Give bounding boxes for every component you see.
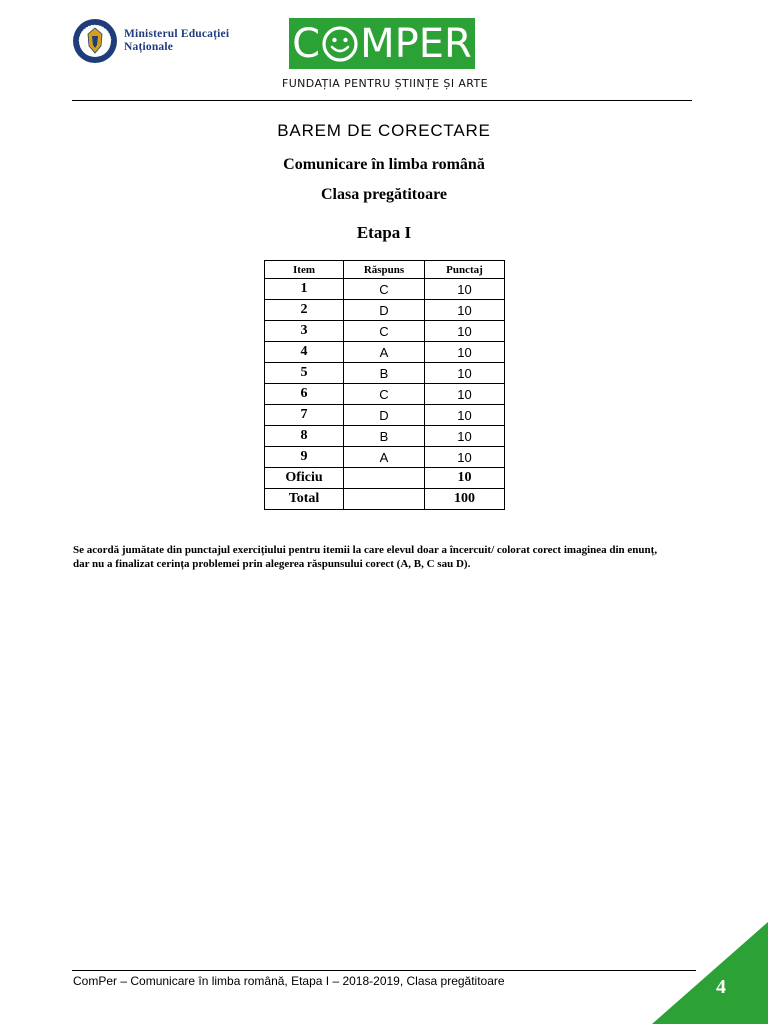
header-points: Punctaj <box>425 261 505 279</box>
item-number: 7 <box>265 405 344 426</box>
item-answer: B <box>344 363 425 384</box>
footer-divider <box>72 970 696 971</box>
table-row <box>265 300 505 321</box>
item-answer: C <box>344 384 425 405</box>
item-number: 3 <box>265 321 344 342</box>
item-points: 10 <box>425 300 505 321</box>
table-row <box>265 321 505 342</box>
item-points: 10 <box>425 405 505 426</box>
ministry-logo <box>72 16 247 66</box>
oficiu-points: 10 <box>425 468 505 489</box>
item-answer: D <box>344 405 425 426</box>
smiley-face-icon <box>321 25 359 63</box>
oficiu-answer-empty <box>344 468 425 489</box>
item-number: 5 <box>265 363 344 384</box>
item-number: 6 <box>265 384 344 405</box>
brand-letter-c: C <box>292 20 321 67</box>
item-points: 10 <box>425 342 505 363</box>
foundation-name: FUNDAȚIA PENTRU ȘTIINȚE ȘI ARTE <box>281 77 488 90</box>
stage-title: Etapa I <box>356 223 412 242</box>
page-number: 4 <box>716 976 726 998</box>
item-answer: A <box>344 447 425 468</box>
table-row <box>265 426 505 447</box>
item-number: 9 <box>265 447 344 468</box>
item-number: 8 <box>265 426 344 447</box>
item-answer: C <box>344 279 425 300</box>
table-row <box>265 342 505 363</box>
class-title: Clasa pregătitoare <box>320 186 448 203</box>
total-label: Total <box>265 489 344 510</box>
brand-letters-mper: MPER <box>360 20 472 67</box>
oficiu-label: Oficiu <box>265 468 344 489</box>
header-divider <box>72 100 692 101</box>
item-points: 10 <box>425 321 505 342</box>
table-header-row <box>265 261 505 279</box>
comper-logo <box>289 18 475 69</box>
table-row <box>265 447 505 468</box>
page-corner-triangle <box>652 922 768 1024</box>
table-row <box>265 405 505 426</box>
item-points: 10 <box>425 279 505 300</box>
item-points: 10 <box>425 426 505 447</box>
item-number: 2 <box>265 300 344 321</box>
item-points: 10 <box>425 447 505 468</box>
ministry-seal-icon <box>72 18 118 64</box>
subject-title: Comunicare în limba română <box>283 156 485 173</box>
total-points: 100 <box>425 489 505 510</box>
ministry-name-line1: Ministerul Educației <box>124 28 230 40</box>
item-points: 10 <box>425 384 505 405</box>
grading-note: Se acordă jumătate din punctajul exercițiului pentru itemii la care elevul doar a încercuit/ colorat corect imaginea din enunț, dar nu a finalizat cerința problemei prin alegerea răspunsului corect (A, B, C sau D). <box>73 544 658 570</box>
document-title: BAREM DE CORECTARE <box>277 121 491 140</box>
table-row <box>265 279 505 300</box>
oficiu-row <box>265 468 505 489</box>
table-row <box>265 384 505 405</box>
item-number: 4 <box>265 342 344 363</box>
item-points: 10 <box>425 363 505 384</box>
total-answer-empty <box>344 489 425 510</box>
item-answer: D <box>344 300 425 321</box>
item-answer: A <box>344 342 425 363</box>
header-item: Item <box>265 261 344 279</box>
item-answer: C <box>344 321 425 342</box>
total-row <box>265 489 505 510</box>
ministry-name-line2: Naționale <box>124 41 174 53</box>
table-row <box>265 363 505 384</box>
item-answer: B <box>344 426 425 447</box>
header-answer: Răspuns <box>344 261 425 279</box>
footer-text: ComPer – Comunicare în limba română, Etapa I – 2018-2019, Clasa pregătitoare <box>73 974 505 988</box>
answer-key-table <box>264 260 505 510</box>
item-number: 1 <box>265 279 344 300</box>
